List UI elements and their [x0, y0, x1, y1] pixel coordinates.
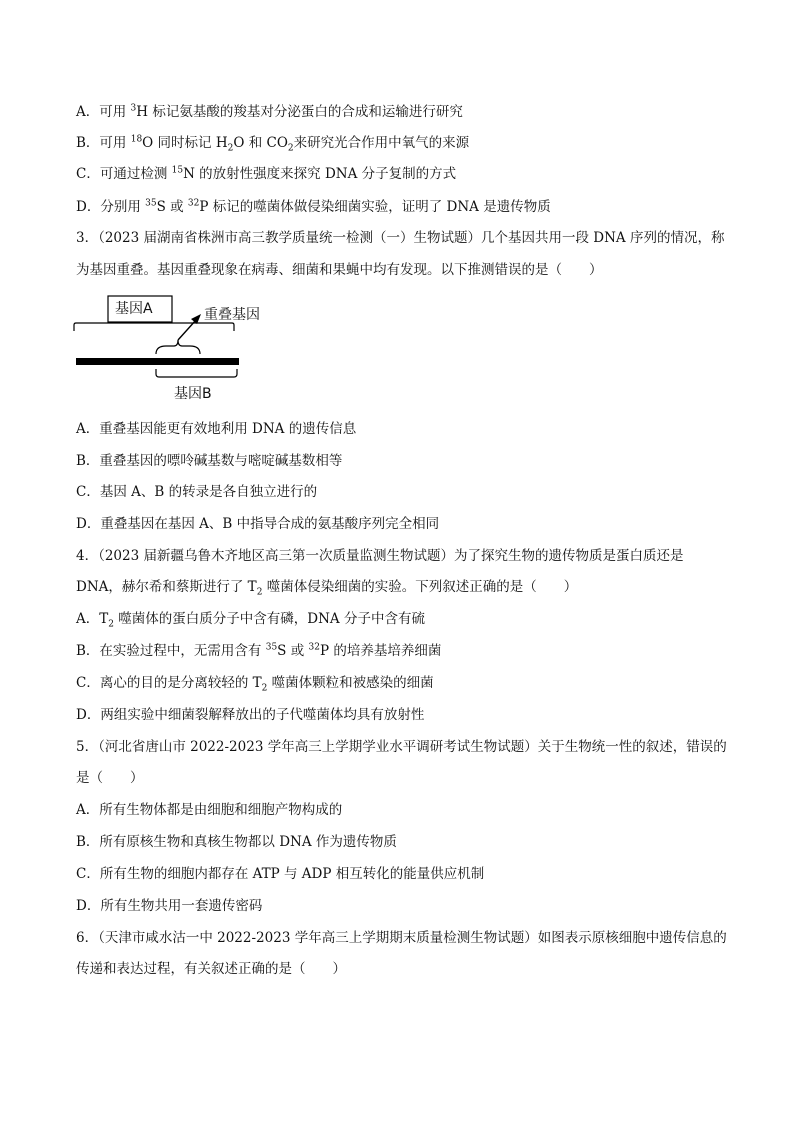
subscript: 2: [261, 683, 268, 694]
text: S 或: [277, 643, 309, 659]
q2-option-b: [76, 133, 756, 153]
overlap-gene-label: 重叠基因: [204, 307, 260, 323]
q4-stem-line2: [76, 577, 756, 597]
subscript: 2: [287, 143, 294, 154]
q4-option-c: [76, 673, 756, 693]
overlap-brace: [156, 340, 200, 354]
text: C．可通过检测: [76, 166, 172, 182]
text: 来研究光合作用中氧气的来源: [293, 135, 470, 151]
q5-option-c: C．所有生物的细胞内都存在 ATP 与 ADP 相互转化的能量供应机制: [76, 866, 485, 882]
text: P 的培养基培养细菌: [319, 643, 442, 659]
text: 噬菌体的蛋白质分子中含有磷，DNA 分子中含有硫: [114, 611, 425, 627]
text: C．离心的目的是分离较轻的 T: [76, 675, 262, 691]
q6-stem-line2: 传递和表达过程，有关叙述正确的是（ ）: [76, 961, 346, 977]
subscript: 2: [256, 587, 263, 598]
q5-stem-line2: 是（ ）: [76, 770, 144, 786]
q3-option-c: C．基因 A、B 的转录是各自独立进行的: [76, 484, 318, 500]
superscript: 35: [265, 642, 278, 653]
text: DNA，赫尔希和蔡斯进行了 T: [76, 579, 257, 595]
subscript: 2: [227, 143, 234, 154]
gene-a-label: 基因A: [115, 301, 153, 317]
superscript: 18: [130, 134, 143, 145]
text: O 同时标记 H: [142, 135, 228, 151]
q5-option-d: D．所有生物共用一套遗传密码: [76, 898, 263, 914]
superscript: 32: [308, 642, 320, 653]
q5-stem-line1: 5．（河北省唐山市 2022-2023 学年高三上学期学业水平调研考试生物试题）关于生物统一性的叙述，错误的: [76, 739, 727, 755]
text: S 或: [156, 199, 188, 215]
q3-option-a: A．重叠基因能更有效地利用 DNA 的遗传信息: [76, 421, 357, 437]
superscript: 35: [145, 198, 157, 209]
text: A．可用: [76, 104, 131, 120]
text: N 的放射性强度来探究 DNA 分子复制的方式: [183, 166, 457, 182]
text: B．可用: [76, 135, 131, 151]
q5-option-a: A．所有生物体都是由细胞和细胞产物构成的: [76, 802, 343, 818]
q2-option-c: [76, 164, 756, 184]
q4-option-d: D．两组实验中细菌裂解释放出的子代噬菌体均具有放射性: [76, 707, 425, 723]
text: O 和 CO: [233, 135, 288, 151]
q4-stem-line1: 4．（2023 届新疆乌鲁木齐地区高三第一次质量监测生物试题）为了探究生物的遗传物质是蛋白质还是: [76, 548, 684, 564]
text: A．T: [76, 611, 109, 627]
gene-b-label: 基因B: [174, 386, 212, 402]
superscript: 3: [130, 103, 137, 114]
superscript: 15: [171, 165, 184, 176]
q3-stem-line2: 为基因重叠。基因重叠现象在病毒、细菌和果蝇中均有发现。以下推测错误的是（ ）: [76, 262, 603, 278]
q3-option-b: B．重叠基因的嘌呤碱基数与嘧啶碱基数相等: [76, 453, 343, 469]
subscript: 2: [108, 619, 114, 630]
text: 噬菌体颗粒和被感染的细菌: [267, 675, 434, 691]
q2-option-a: [76, 102, 756, 122]
text: B．在实验过程中，无需用含有: [76, 643, 266, 659]
gene-b-bracket: [156, 369, 237, 377]
dna-strand: [76, 358, 239, 365]
text: H 标记氨基酸的羧基对分泌蛋白的合成和运输进行研究: [136, 104, 463, 120]
gene-a-bracket: [74, 323, 234, 331]
q5-option-b: B．所有原核生物和真核生物都以 DNA 作为遗传物质: [76, 834, 397, 850]
superscript: 32: [187, 198, 200, 209]
text: 噬菌体侵染细菌的实验。下列叙述正确的是（ ）: [262, 579, 578, 595]
q6-stem-line1: 6．（天津市咸水沽一中 2022-2023 学年高三上学期期末质量检测生物试题）如图表示原核细胞中遗传信息的: [76, 930, 727, 946]
overlap-gene-figure: [70, 294, 270, 406]
text: P 标记的噬菌体做侵染细菌实验，证明了 DNA 是遗传物质: [199, 199, 551, 215]
q2-option-d: [76, 197, 756, 217]
text: D．分别用: [76, 199, 146, 215]
q3-stem-line1: 3．（2023 届湖南省株洲市高三教学质量统一检测（一）生物试题）几个基因共用一段 DNA 序列的情况，称: [76, 230, 725, 246]
q3-option-d: D．重叠基因在基因 A、B 中指导合成的氨基酸序列完全相同: [76, 516, 440, 532]
q4-option-b: [76, 641, 756, 661]
q4-option-a: [76, 609, 756, 629]
